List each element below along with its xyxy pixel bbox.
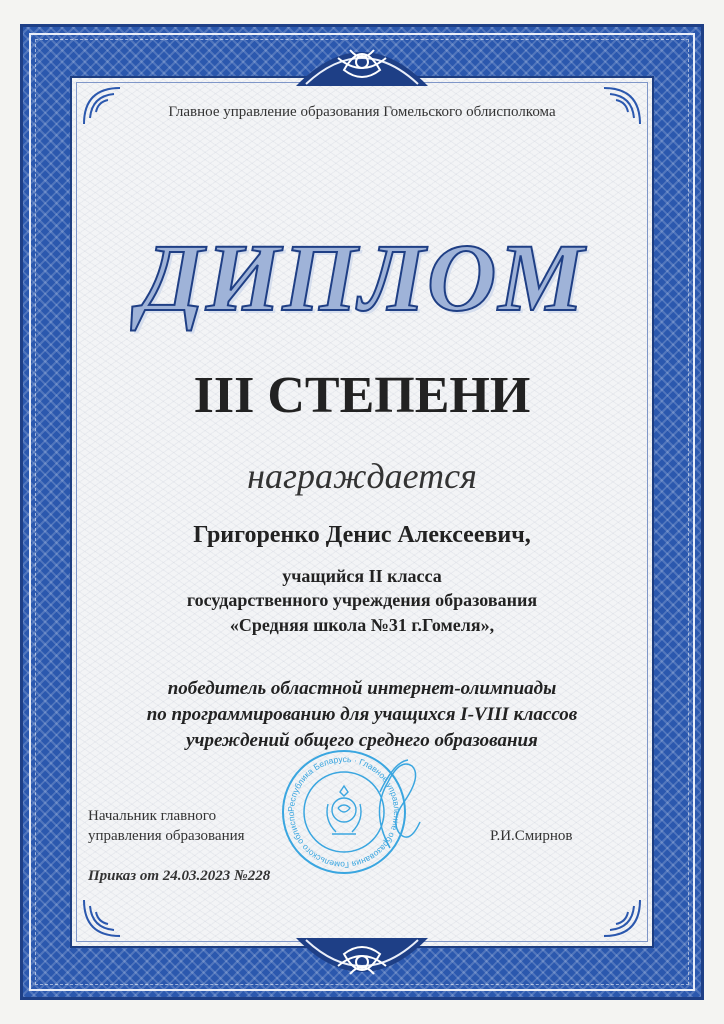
signatory-position: Начальник главного bbox=[88, 808, 217, 824]
corner-ornament-icon bbox=[82, 898, 122, 938]
signatory-position: управления образования bbox=[88, 828, 245, 844]
signatory-name: Р.И.Смирнов bbox=[490, 828, 573, 844]
belarus-emblem-icon bbox=[327, 786, 361, 834]
achievement-line: по программированию для учащихся I-VIII классов bbox=[146, 704, 578, 725]
recipient-info-line: государственного учреждения образования bbox=[186, 590, 538, 610]
awarded-caption: награждается bbox=[247, 456, 477, 496]
issuer-heading: Главное управление образования Гомельского облисполкома bbox=[168, 104, 556, 120]
achievement-line: победитель областной интернет-олимпиады bbox=[167, 678, 557, 699]
top-knot-ornament-icon bbox=[292, 28, 432, 90]
handwritten-signature bbox=[360, 752, 430, 857]
bottom-knot-ornament-icon bbox=[292, 934, 432, 996]
stamp-text: Республика Беларусь · Главное управление образования Гомельского облиспо bbox=[285, 753, 403, 871]
corner-ornament-icon bbox=[602, 898, 642, 938]
achievement-line: учреждений общего среднего образования bbox=[186, 730, 538, 751]
degree-heading: III СТЕПЕНИ bbox=[193, 367, 531, 424]
recipient-info-line: «Средняя школа №31 г.Гомеля», bbox=[229, 615, 495, 635]
diploma-title: ДИПЛОМ bbox=[138, 224, 586, 331]
recipient-info-line: учащийся II класса bbox=[282, 566, 442, 586]
recipient-name: Григоренко Денис Алексеевич, bbox=[193, 522, 531, 548]
order-reference: Приказ от 24.03.2023 №228 bbox=[88, 868, 271, 884]
